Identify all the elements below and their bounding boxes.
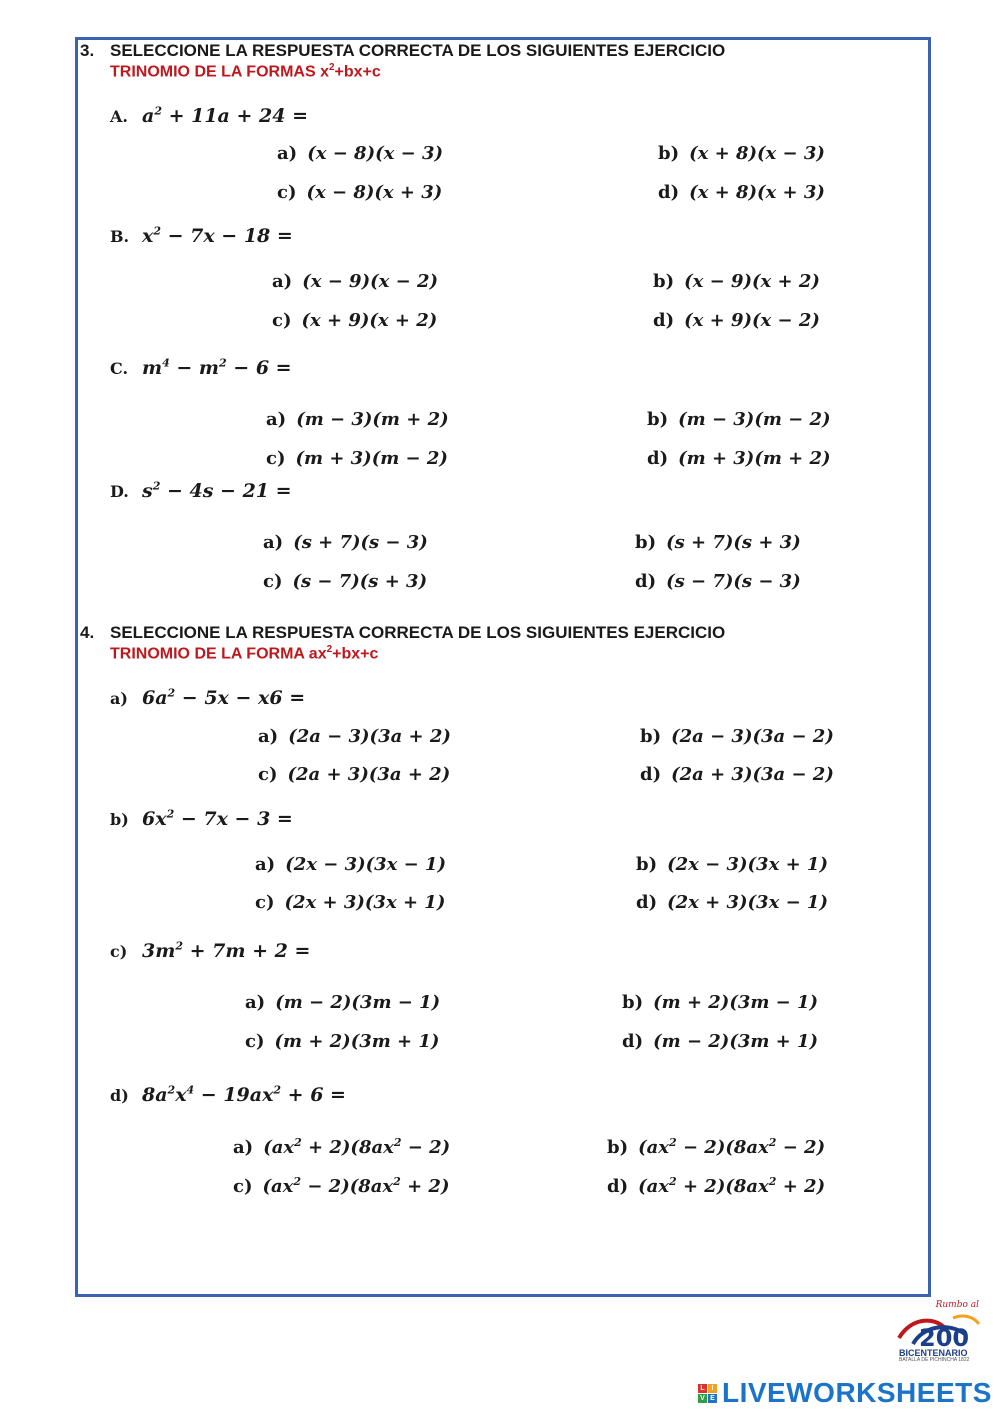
option-expression: (m − 2)(3m − 1): [275, 992, 441, 1013]
problem-expression: $8a^2x^4 - 19ax^2 + 6$ =: [142, 1084, 346, 1107]
option-expression: (m − 2)(3m + 1): [653, 1031, 819, 1052]
option-letter: d): [636, 892, 658, 913]
problem-label: b): [110, 810, 129, 830]
section3-problem-3-option-c[interactable]: [266, 448, 448, 469]
section4-problem-1-option-b[interactable]: [640, 726, 834, 747]
section3-problem-3-option-b[interactable]: [647, 409, 831, 430]
section4-problem-4-option-c[interactable]: [233, 1175, 449, 1197]
option-expression: (s + 7)(s + 3): [666, 532, 801, 553]
section3-problem-1: [110, 105, 308, 127]
section-3-subtitle: TRINOMIO DE LA FORMAS $x^2+bx+c$: [110, 62, 381, 81]
option-expression: (m + 2)(3m + 1): [274, 1031, 440, 1052]
section3-problem-2-option-a[interactable]: [272, 271, 438, 292]
section4-problem-4: [110, 1084, 346, 1106]
option-expression: (s + 7)(s − 3): [293, 532, 428, 553]
option-letter: c): [272, 310, 292, 331]
option-letter: c): [266, 448, 286, 469]
option-letter: b): [658, 143, 680, 164]
section3-problem-1-option-a[interactable]: [277, 143, 443, 164]
option-letter: b): [636, 854, 658, 875]
section3-problem-3-option-d[interactable]: [647, 448, 831, 469]
section4-problem-1: [110, 687, 305, 709]
section3-problem-3-option-a[interactable]: [266, 409, 449, 430]
badge-letter: V: [698, 1394, 707, 1403]
option-letter: d): [653, 310, 675, 331]
option-letter: a): [263, 532, 284, 553]
section3-problem-1-option-c[interactable]: [277, 182, 442, 203]
section4-problem-3-option-c[interactable]: [245, 1031, 439, 1052]
section-3-number: 3.: [80, 41, 95, 60]
option-expression: (m + 2)(3m − 1): [653, 992, 819, 1013]
section3-problem-1-option-b[interactable]: [658, 143, 825, 164]
option-expression: $(ax^2 + 2)(8ax^2 - 2)$: [263, 1136, 451, 1158]
option-expression: (x − 9)(x + 2): [684, 271, 820, 292]
section3-problem-4: [110, 480, 292, 502]
problem-expression: $6x^2 - 7x - 3$ =: [142, 808, 293, 831]
option-letter: b): [640, 726, 662, 747]
problem-label: C.: [110, 359, 129, 379]
option-letter: c): [255, 892, 275, 913]
option-expression: (2x + 3)(3x + 1): [284, 892, 446, 913]
option-letter: d): [622, 1031, 644, 1052]
section3-problem-2-option-d[interactable]: [653, 310, 820, 331]
option-letter: b): [607, 1137, 629, 1158]
section3-problem-2-option-b[interactable]: [653, 271, 820, 292]
section4-problem-4-option-b[interactable]: [607, 1136, 825, 1158]
option-expression: (x + 9)(x + 2): [301, 310, 438, 331]
live-badge-icon: [698, 1384, 717, 1403]
section3-problem-3: [110, 357, 292, 379]
section4-problem-2-option-b[interactable]: [636, 854, 828, 875]
badge-letter: L: [698, 1384, 707, 1393]
option-letter: c): [258, 764, 278, 785]
option-letter: d): [635, 571, 657, 592]
badge-letter: E: [708, 1394, 717, 1403]
problem-expression: $3m^2 + 7m + 2$ =: [142, 940, 311, 963]
problem-expression: $x^2 - 7x - 18$ =: [142, 225, 293, 248]
option-expression: (2a − 3)(3a − 2): [671, 726, 834, 747]
option-expression: (2x − 3)(3x + 1): [667, 854, 828, 875]
logo-emblem-icon: [893, 1308, 983, 1352]
problem-expression: $6a^2 - 5x - x6$ =: [142, 687, 306, 710]
section4-problem-3-option-d[interactable]: [622, 1031, 818, 1052]
section4-problem-1-option-c[interactable]: [258, 764, 450, 785]
option-expression: (2a + 3)(3a + 2): [287, 764, 451, 785]
option-expression: (x + 9)(x − 2): [684, 310, 820, 331]
problem-label: B.: [110, 227, 130, 247]
option-expression: (2a + 3)(3a − 2): [671, 764, 834, 785]
problem-label: d): [110, 1086, 129, 1106]
problem-label: c): [110, 942, 128, 962]
option-letter: c): [245, 1031, 265, 1052]
section3-problem-1-option-d[interactable]: [658, 182, 825, 203]
problem-expression: $s^2 - 4s - 21$ =: [142, 480, 292, 503]
problem-expression: $a^2 + 11a + 24$ =: [142, 105, 308, 128]
option-expression: (m − 3)(m − 2): [678, 409, 831, 430]
section4-problem-3-option-a[interactable]: [245, 992, 440, 1013]
section4-problem-1-option-a[interactable]: [258, 726, 451, 747]
logo-caption: BATALLA DE PICHINCHA 1822: [899, 1357, 970, 1363]
bicentenario-logo: [893, 1300, 983, 1362]
brand-wordmark: LIVEWORKSHEETS: [722, 1377, 992, 1408]
logo-name: BICENTENARIO: [899, 1348, 968, 1358]
section3-problem-4-option-a[interactable]: [263, 532, 428, 553]
section4-problem-4-option-a[interactable]: [233, 1136, 450, 1158]
section-3-title: SELECCIONE LA RESPUESTA CORRECTA DE LOS SIGUIENTES EJERCICIO: [110, 41, 726, 60]
option-expression: $(ax^2 - 2)(8ax^2 - 2)$: [638, 1136, 826, 1158]
option-expression: (2a − 3)(3a + 2): [288, 726, 451, 747]
section-4-title: SELECCIONE LA RESPUESTA CORRECTA DE LOS SIGUIENTES EJERCICIO: [110, 623, 726, 642]
option-letter: b): [653, 271, 675, 292]
option-expression: (m + 3)(m + 2): [678, 448, 831, 469]
option-expression: (m − 3)(m + 2): [296, 409, 449, 430]
section3-problem-4-option-b[interactable]: [635, 532, 801, 553]
section4-problem-4-option-d[interactable]: [607, 1175, 825, 1197]
option-letter: a): [245, 992, 266, 1013]
problem-expression: $m^4 - m^2 - 6$ =: [142, 357, 292, 380]
option-letter: d): [647, 448, 669, 469]
option-letter: b): [647, 409, 669, 430]
section4-problem-2-option-d[interactable]: [636, 892, 828, 913]
option-expression: (2x − 3)(3x − 1): [285, 854, 447, 875]
problem-label: A.: [110, 107, 128, 127]
section3-problem-2: [110, 225, 293, 247]
section-4-subtitle: TRINOMIO DE LA FORMA $ax^2+bx+c$: [110, 644, 379, 663]
option-letter: a): [272, 271, 293, 292]
svg-text:200: 200: [919, 1324, 970, 1352]
option-letter: a): [233, 1137, 254, 1158]
section4-problem-1-option-d[interactable]: [640, 764, 834, 785]
section4-problem-3: [110, 940, 310, 962]
badge-letter: I: [708, 1384, 717, 1393]
section3-problem-2-option-c[interactable]: [272, 310, 437, 331]
section4-problem-2-option-a[interactable]: [255, 854, 446, 875]
option-expression: (x − 8)(x − 3): [307, 143, 443, 164]
option-letter: c): [233, 1176, 253, 1197]
option-expression: (x − 8)(x + 3): [306, 182, 443, 203]
liveworksheets-brand[interactable]: [698, 1378, 992, 1408]
option-letter: c): [277, 182, 297, 203]
option-letter: d): [607, 1176, 629, 1197]
section3-problem-4-option-d[interactable]: [635, 571, 801, 592]
section4-problem-3-option-b[interactable]: [622, 992, 818, 1013]
problem-label: a): [110, 689, 128, 709]
section4-problem-2: [110, 808, 293, 830]
option-expression: (s − 7)(s − 3): [666, 571, 801, 592]
option-letter: a): [266, 409, 287, 430]
option-letter: d): [640, 764, 662, 785]
option-expression: (m + 3)(m − 2): [295, 448, 448, 469]
section4-problem-2-option-c[interactable]: [255, 892, 445, 913]
section3-problem-4-option-c[interactable]: [263, 571, 427, 592]
option-expression: (s − 7)(s + 3): [292, 571, 428, 592]
option-expression: (x − 9)(x − 2): [302, 271, 438, 292]
option-expression: (x + 8)(x + 3): [689, 182, 825, 203]
option-letter: a): [277, 143, 298, 164]
section-4-number: 4.: [80, 623, 95, 642]
option-expression: $(ax^2 + 2)(8ax^2 + 2)$: [638, 1175, 826, 1197]
option-letter: c): [263, 571, 283, 592]
option-expression: $(ax^2 - 2)(8ax^2 + 2)$: [262, 1175, 450, 1197]
option-letter: b): [635, 532, 657, 553]
option-expression: (2x + 3)(3x − 1): [667, 892, 828, 913]
option-letter: b): [622, 992, 644, 1013]
option-expression: (x + 8)(x − 3): [689, 143, 825, 164]
logo-script-text: Rumbo al: [935, 1300, 979, 1310]
option-letter: d): [658, 182, 680, 203]
option-letter: a): [255, 854, 276, 875]
option-letter: a): [258, 726, 279, 747]
problem-label: D.: [110, 482, 129, 502]
